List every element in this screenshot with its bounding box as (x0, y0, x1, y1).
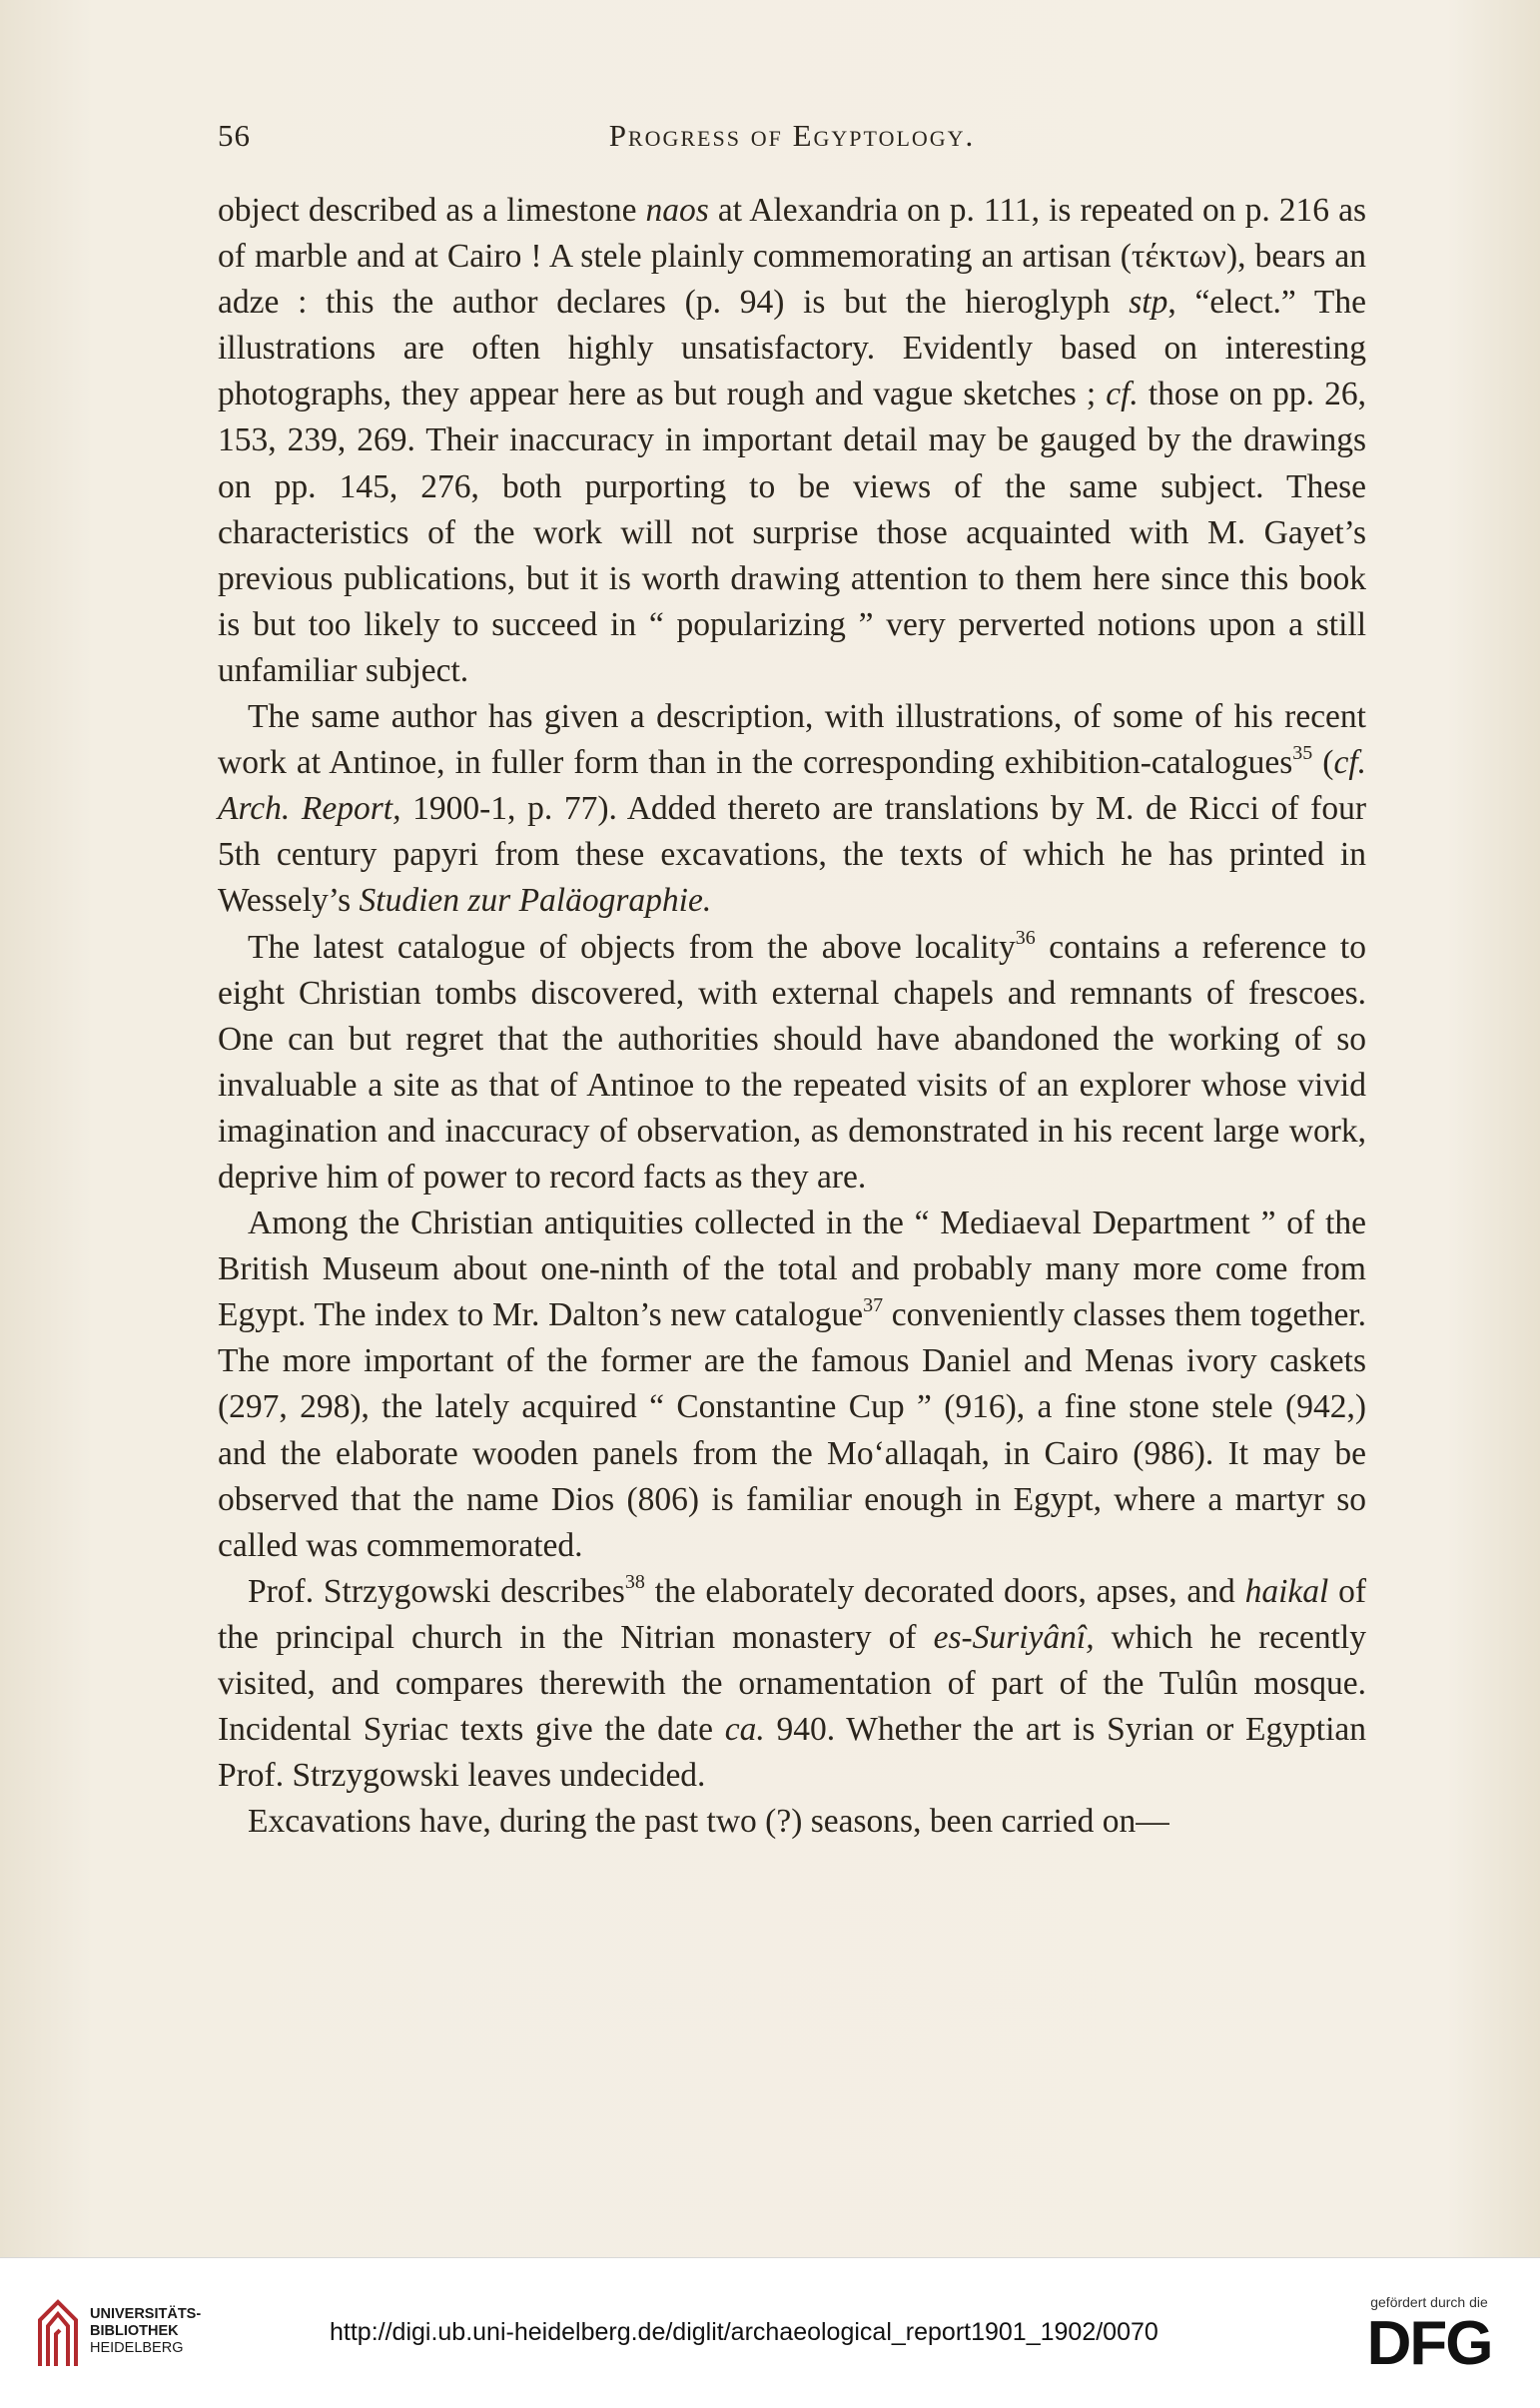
paragraph (218, 1201, 1366, 1569)
italic-text: haikal (1244, 1572, 1329, 1610)
footnote-ref: 35 (1292, 742, 1313, 765)
paragraph (218, 694, 1366, 924)
text-run: ( (1312, 744, 1334, 782)
body-text (218, 188, 1366, 1845)
paragraph (218, 1799, 1366, 1845)
italic-text: es-Suriyânî, (933, 1618, 1095, 1656)
running-title: Progress of Egyptology. (608, 118, 976, 153)
text-run: at Alexandria on p. 111, is repeated on p. 216 as of marble and at Cairo ! A stele plainly commemorating an artisan (τέκτων), bears an adze : this the author declares (p. 94) is but the hieroglyph (218, 192, 1366, 322)
text-run: , “elect.” The illustrations are often highly unsatisfactory. Evidently based on interesting photographs, they appear here as but rough and vague sketches ; (218, 284, 1366, 413)
text-run: 940. Whether the art is Syrian or Egyptian Prof. Strzygowski leaves undecided. (218, 1711, 1367, 1795)
digitization-footer (0, 2257, 1540, 2408)
ub-heidelberg-logo-icon (36, 2296, 82, 2368)
paragraph (218, 188, 1366, 694)
text-run: of the principal church in the Nitrian monastery of (218, 1572, 1367, 1656)
footnote-ref: 38 (624, 1570, 645, 1593)
source-url-link[interactable]: http://digi.ub.uni-heidelberg.de/diglit/archaeological_report1901_1902/0070 (330, 2318, 1158, 2346)
dfg-logo: DFG (1366, 2309, 1492, 2378)
text-run: the elaborately decorated doors, apses, and (644, 1572, 1245, 1610)
text-run: those on pp. 26, 153, 239, 269. Their inaccuracy in important detail may be gauged by the drawings on pp. 145, 276, both purporting to be views of the same subject. These characteristics of the work will not surprise those acquainted with M. Gayet’s previous publications, but it is worth drawing attention to them here since this book is but too likely to succeed in “ popularizing ” very perverted notions upon a still unfamiliar subject. (218, 376, 1366, 689)
paragraph (218, 1569, 1366, 1799)
text-run: Prof. Strzygowski describes (248, 1572, 625, 1610)
page-number: 56 (218, 118, 251, 153)
text-run: conveniently classes them together. The more important of the former are the famous Daniel and Menas ivory caskets (297, 298), the lately acquired “ Constantine Cup ” (916), a fine stone stele (942,) and the elaborate wooden panels from the Mo‘allaqah, in Cairo (986). It may be observed that the name Dios (806) is familiar enough in Egypt, where a martyr so called was commemorated. (218, 1296, 1366, 1564)
sponsor-block (1354, 2294, 1504, 2378)
paragraph (218, 925, 1366, 1202)
italic-text: naos (645, 192, 709, 229)
sponsor-note: gefördert durch die (1370, 2294, 1488, 2310)
italic-text: cf. Arch. Report, (218, 744, 1367, 828)
text-run: The same author has given a description, with illustrations, of some of his recent work at Antinoe, in fuller form than in the corresponding exhibition-catalogues (218, 698, 1366, 782)
text-run: Excavations have, during the past two (?) seasons, been carried on— (248, 1803, 1169, 1841)
text-run: 1900-1, p. 77). Added thereto are translations by M. de Ricci of four 5th century papyri from these excavations, the texts of which he has printed in Wessely’s (218, 790, 1366, 920)
italic-text: stp (1129, 284, 1168, 322)
text-run: Among the Christian antiquities collected in the “ Mediaeval Department ” of the British Museum about one-ninth of the total and probably many more come from Egypt. The index to Mr. Dalton’s new catalogue (218, 1204, 1366, 1334)
library-name: UNIVERSITÄTS- BIBLIOTHEK HEIDELBERG (90, 2306, 202, 2356)
text-run: contains a reference to eight Christian tombs discovered, with external chapels and remnants of frescoes. One can but regret that the authorities should have abandoned the working of so invaluable a site as that of Antinoe to the repeated visits of an explorer whose vivid imagination and inaccuracy of observation, as demonstrated in his recent large work, deprive him of power to record facts as they are. (218, 928, 1366, 1196)
italic-text: Studien zur Paläographie. (359, 882, 712, 920)
text-run: object described as a limestone (218, 192, 646, 229)
text-run: The latest catalogue of objects from the above locality (248, 928, 1016, 966)
running-header (218, 112, 1366, 162)
italic-text: ca. (724, 1711, 765, 1749)
text-run: which he recently visited, and compares therewith the ornamentation of part of the Tulûn mosque. Incidental Syriac texts give the date (218, 1618, 1366, 1749)
footnote-ref: 36 (1015, 926, 1036, 949)
italic-text: cf. (1106, 376, 1139, 413)
footnote-ref: 37 (863, 1294, 884, 1317)
